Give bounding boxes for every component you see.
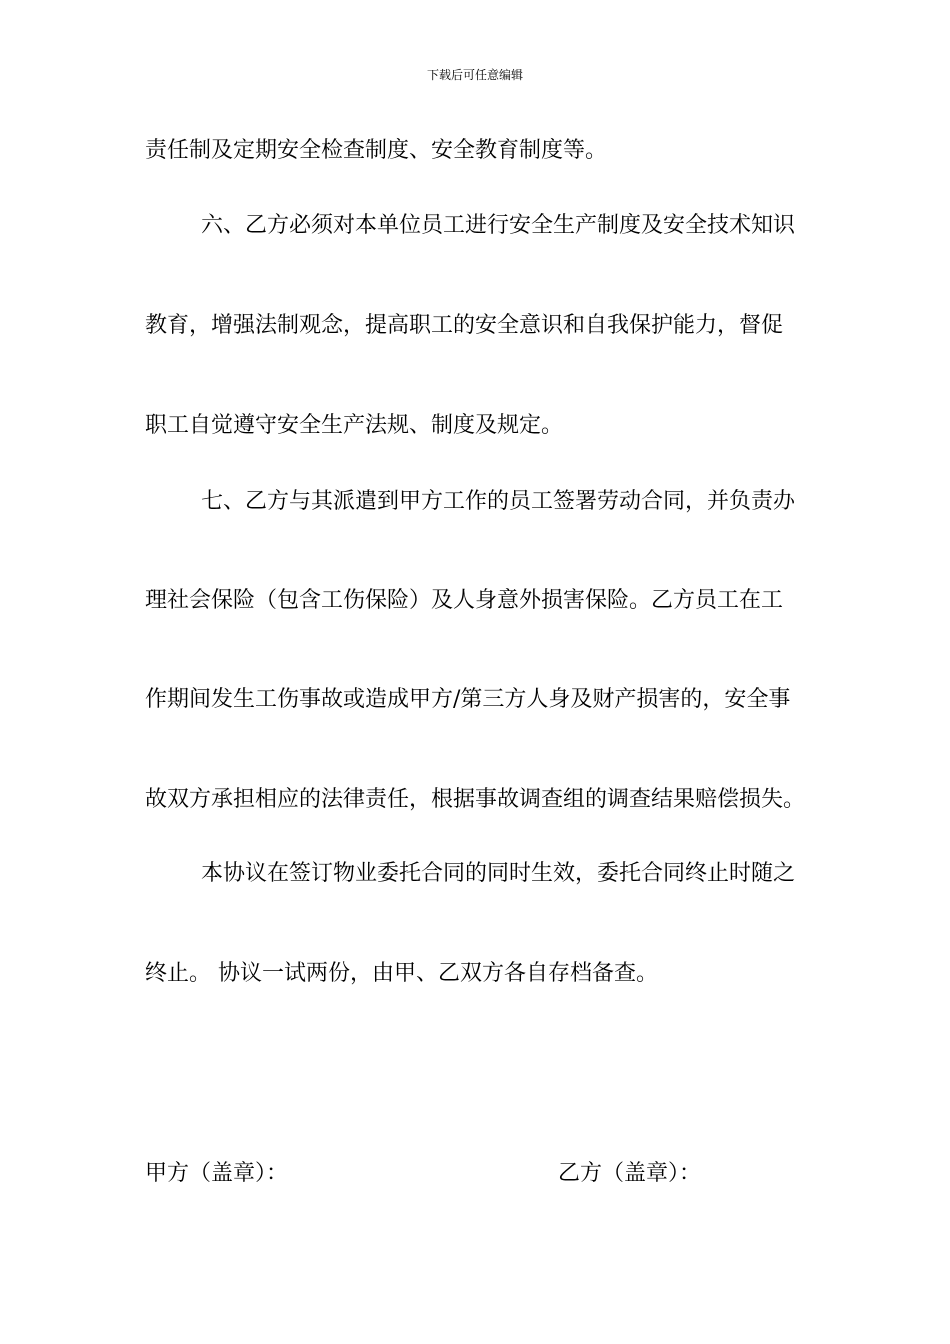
party-b-seal-label: 乙方（盖章）： xyxy=(558,1161,702,1186)
paragraph-line: 责任制及定期安全检查制度、安全教育制度等。 xyxy=(145,138,608,163)
page-header-note: 下载后可任意编辑 xyxy=(426,68,523,82)
paragraph-line: 六、乙方必须对本单位员工进行安全生产制度及安全技术知识 xyxy=(201,213,796,238)
paragraph-line: 职工自觉遵守安全生产法规、制度及规定。 xyxy=(145,413,564,438)
paragraph-line: 故双方承担相应的法律责任，根据事故调查组的调查结果赔偿损失。 xyxy=(145,787,806,812)
paragraph-line: 本协议在签订物业委托合同的同时生效，委托合同终止时随之 xyxy=(201,861,796,886)
party-a-seal-label: 甲方（盖章）： xyxy=(145,1161,289,1186)
paragraph-line: 教育，增强法制观念，提高职工的安全意识和自我保护能力，督促 xyxy=(145,313,784,338)
paragraph-line: 七、乙方与其派遣到甲方工作的员工签署劳动合同，并负责办 xyxy=(201,489,796,514)
paragraph-line: 作期间发生工伤事故或造成甲方/第三方人身及财产损害的，安全事 xyxy=(145,687,791,712)
paragraph-line: 终止。 协议一试两份，由甲、乙双方各自存档备查。 xyxy=(145,961,658,986)
paragraph-line: 理社会保险（包含工伤保险）及人身意外损害保险。乙方员工在工 xyxy=(145,588,784,613)
